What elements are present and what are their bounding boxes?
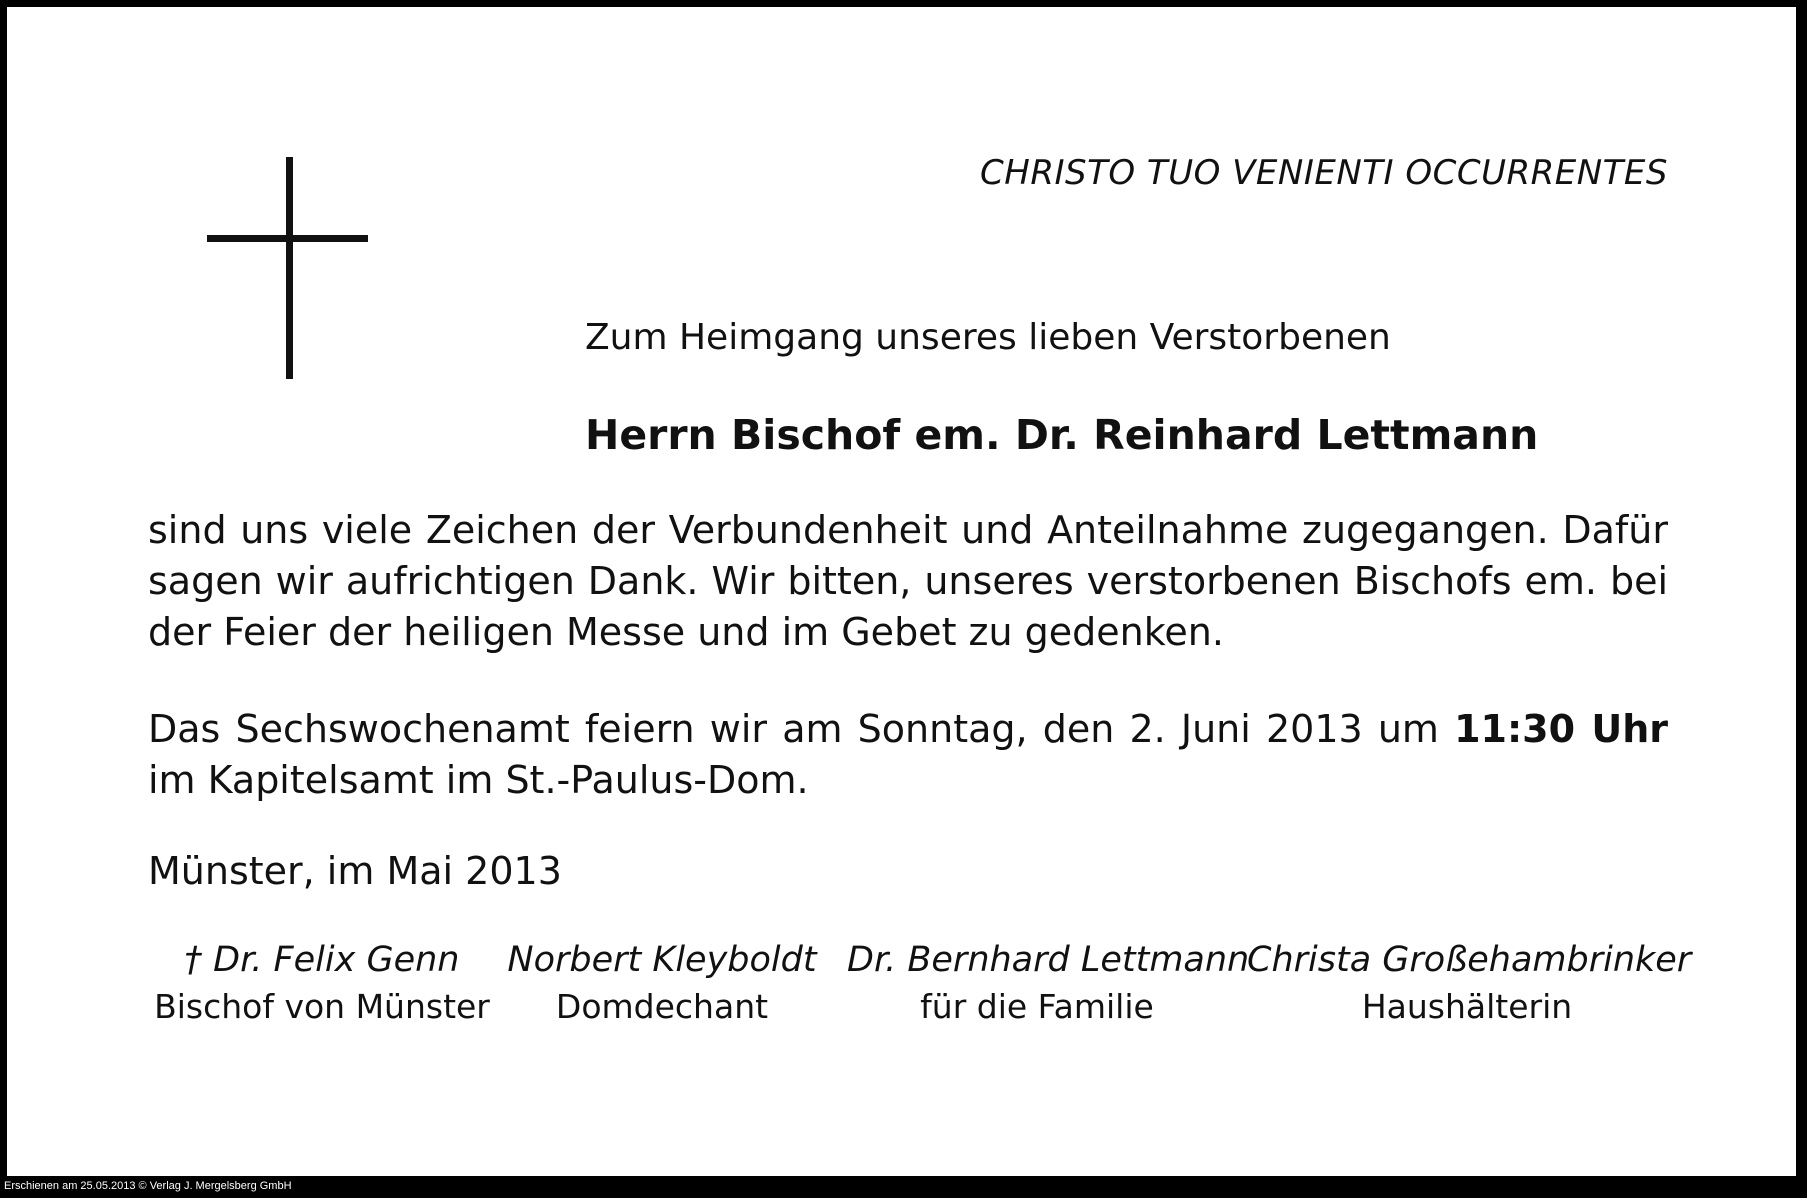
latin-cross-icon <box>207 157 375 385</box>
signatory <box>1247 940 1692 1026</box>
cross-horizontal-bar <box>207 235 368 242</box>
signatory-name: Norbert Kleyboldt <box>507 940 817 980</box>
signatory-role: Domdechant <box>555 987 769 1026</box>
mass-paragraph <box>148 704 1668 806</box>
signatory-role: für die Familie <box>920 987 1154 1026</box>
signatory <box>847 940 1250 1026</box>
signatory-role: Bischof von Münster <box>154 987 490 1026</box>
cross-vertical-bar <box>286 157 293 379</box>
mass-text-start: Das Sechswochenamt feiern wir am Sonntag, den 2. Juni 2013 um <box>148 707 1455 751</box>
mass-text-end: im Kapitelsamt im St.-Paulus-Dom. <box>148 758 809 802</box>
mass-time: 11:30 Uhr <box>1454 707 1668 751</box>
place-date: Münster, im Mai 2013 <box>148 849 562 893</box>
signatory-role: Haushälterin <box>1361 987 1573 1026</box>
deceased-name: Herrn Bischof em. Dr. Reinhard Lettmann <box>585 411 1539 459</box>
signatory-name: Christa Großehambrinker <box>1247 940 1692 980</box>
signatory <box>497 940 827 1026</box>
motto: CHRISTO TUO VENIENTI OCCURRENTES <box>980 153 1668 193</box>
signatory <box>147 940 497 1026</box>
signatory-name: Dr. Bernhard Lettmann <box>847 940 1250 980</box>
obituary-card <box>7 7 1796 1176</box>
publication-footer: Erschienen am 25.05.2013 © Verlag J. Mergelsberg GmbH <box>4 1180 292 1192</box>
intro-line: Zum Heimgang unseres lieben Verstorbenen <box>585 317 1391 358</box>
thanks-paragraph: sind uns viele Zeichen der Verbundenheit und Anteilnahme zugegangen. Dafür sagen wir aufrichtigen Dank. Wir bitten, unseres verstorbenen Bischofs em. bei der Feier der heiligen Messe und im Gebet zu gedenken. <box>148 508 1668 654</box>
signatory-name: † Dr. Felix Genn <box>184 940 460 980</box>
